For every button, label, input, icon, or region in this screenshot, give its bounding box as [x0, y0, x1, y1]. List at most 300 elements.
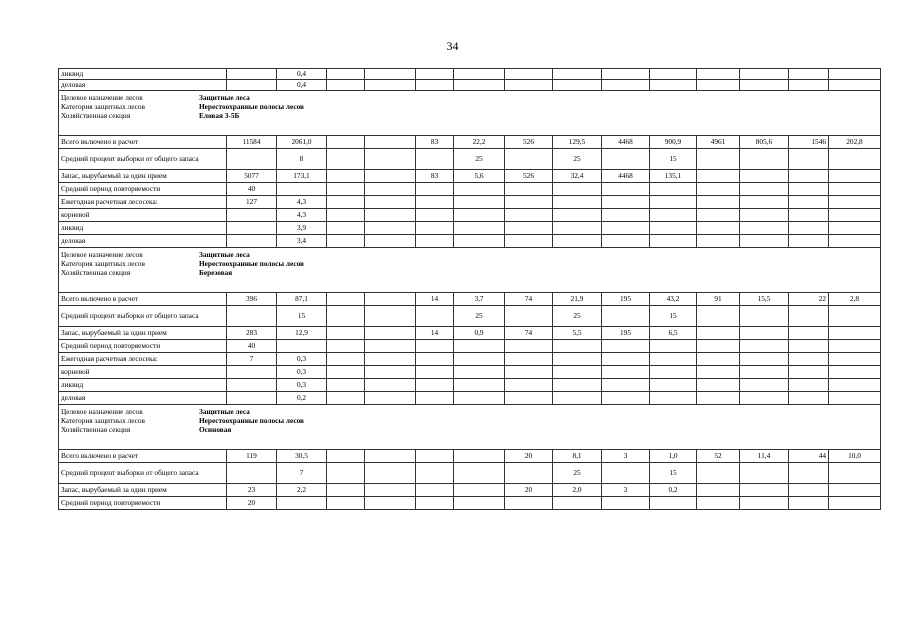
section-line-key: Категория защитных лесов [61, 416, 145, 425]
table-cell [365, 327, 416, 340]
table-cell: 22,2 [454, 136, 505, 149]
table-cell [327, 366, 365, 379]
table-cell: 12,9 [277, 327, 327, 340]
section-header-row [59, 405, 881, 450]
table-cell: 3,9 [277, 222, 327, 235]
table-cell: 5077 [227, 170, 277, 183]
row-label: ликвид [59, 69, 227, 80]
table-cell [416, 235, 454, 248]
section-line-value: Нерестоохранные полосы лесов [199, 259, 304, 268]
table-cell [505, 392, 553, 405]
row-label: Запас, вырубаемый за один прием [59, 327, 227, 340]
table-cell [327, 69, 365, 80]
row-label: Средний процент выборки от общего запаса [59, 306, 227, 327]
table-cell [454, 366, 505, 379]
table-cell [829, 80, 881, 91]
table-cell [789, 327, 829, 340]
table-cell: 526 [505, 136, 553, 149]
table-cell: 15 [650, 463, 697, 484]
table-cell [327, 149, 365, 170]
table-cell [505, 80, 553, 91]
table-cell [789, 196, 829, 209]
table-cell [416, 306, 454, 327]
table-cell [227, 235, 277, 248]
row-label: корневой [59, 209, 227, 222]
table-cell [416, 392, 454, 405]
table-cell [740, 222, 789, 235]
table-cell: 0,3 [277, 379, 327, 392]
table-cell [505, 306, 553, 327]
table-cell: 15 [650, 306, 697, 327]
table-cell [650, 209, 697, 222]
row-label: Всего включено в расчет [59, 450, 227, 463]
table-cell [553, 196, 602, 209]
table-cell [602, 80, 650, 91]
table-cell [327, 80, 365, 91]
table-cell: 5,6 [454, 170, 505, 183]
table-cell [327, 222, 365, 235]
row-label: ликвид [59, 379, 227, 392]
table-row [59, 69, 881, 80]
table-cell [365, 463, 416, 484]
table-cell [454, 80, 505, 91]
table-cell [454, 450, 505, 463]
table-cell: 202,8 [829, 136, 881, 149]
section-line [61, 416, 878, 425]
table-cell [697, 306, 740, 327]
table-cell: 173,1 [277, 170, 327, 183]
table-cell: 87,1 [277, 293, 327, 306]
table-cell [697, 366, 740, 379]
table-cell [829, 340, 881, 353]
table-cell: 22 [789, 293, 829, 306]
table-cell [602, 340, 650, 353]
table-cell [227, 80, 277, 91]
table-cell [829, 69, 881, 80]
table-cell [365, 353, 416, 366]
section-line-key: Целевое назначение лесов [61, 407, 143, 416]
table-cell [365, 170, 416, 183]
table-cell [829, 209, 881, 222]
table-cell [740, 306, 789, 327]
table-cell [650, 379, 697, 392]
table-cell [365, 69, 416, 80]
table-cell [829, 235, 881, 248]
table-cell [740, 196, 789, 209]
table-cell [227, 209, 277, 222]
table-cell [697, 196, 740, 209]
table-cell [327, 392, 365, 405]
table-cell [789, 209, 829, 222]
row-label: Запас, вырубаемый за один прием [59, 484, 227, 497]
section-header-row [59, 91, 881, 136]
table-cell: 2,8 [829, 293, 881, 306]
table-cell [365, 497, 416, 510]
section-header-row [59, 248, 881, 293]
row-label: деловая [59, 80, 227, 91]
table-cell [602, 69, 650, 80]
table-cell [789, 306, 829, 327]
table-cell: 25 [553, 463, 602, 484]
table-cell [602, 222, 650, 235]
table-cell [697, 209, 740, 222]
table-cell [327, 450, 365, 463]
table-cell: 10,0 [829, 450, 881, 463]
table-cell: 3 [602, 450, 650, 463]
table-row [59, 366, 881, 379]
table-row [59, 196, 881, 209]
page-number: 34 [446, 39, 459, 53]
table-row [59, 450, 881, 463]
allowable-cut-table [58, 68, 881, 510]
table-cell: 6,5 [650, 327, 697, 340]
table-cell [829, 183, 881, 196]
table-cell: 2,2 [277, 484, 327, 497]
table-cell: 3,7 [454, 293, 505, 306]
table-cell [505, 196, 553, 209]
table-cell: 5,5 [553, 327, 602, 340]
table-cell [553, 80, 602, 91]
table-cell [553, 235, 602, 248]
table-cell [227, 149, 277, 170]
table-cell [553, 222, 602, 235]
table-cell [650, 183, 697, 196]
table-cell [829, 379, 881, 392]
table-cell [327, 136, 365, 149]
table-cell [697, 170, 740, 183]
table-cell [697, 353, 740, 366]
table-cell [416, 80, 454, 91]
table-cell [327, 170, 365, 183]
table-cell [327, 196, 365, 209]
table-cell [327, 235, 365, 248]
table-cell [416, 149, 454, 170]
table-cell: 21,9 [553, 293, 602, 306]
table-cell [740, 340, 789, 353]
table-cell [365, 196, 416, 209]
table-cell [740, 484, 789, 497]
table-cell: 195 [602, 293, 650, 306]
section-line-key: Категория защитных лесов [61, 259, 145, 268]
table-cell [829, 463, 881, 484]
table-cell: 52 [697, 450, 740, 463]
table-cell [416, 353, 454, 366]
row-label: Запас, вырубаемый за один прием [59, 170, 227, 183]
table-cell: 74 [505, 327, 553, 340]
table-cell [650, 392, 697, 405]
table-cell [505, 209, 553, 222]
table-cell: 20 [227, 497, 277, 510]
table-cell [327, 379, 365, 392]
table-cell [697, 327, 740, 340]
section-line-key: Целевое назначение лесов [61, 93, 143, 102]
table-cell [553, 353, 602, 366]
table-cell: 25 [454, 306, 505, 327]
row-label: деловая [59, 392, 227, 405]
table-cell [602, 196, 650, 209]
table-cell [650, 69, 697, 80]
table-cell [454, 484, 505, 497]
table-cell [416, 463, 454, 484]
table-cell [553, 379, 602, 392]
table-cell: 25 [553, 306, 602, 327]
table-cell [277, 340, 327, 353]
table-cell [829, 149, 881, 170]
section-line-key: Целевое назначение лесов [61, 250, 143, 259]
table-cell [454, 340, 505, 353]
table-cell: 8 [277, 149, 327, 170]
table-cell [650, 196, 697, 209]
row-label: Средний период повторяемости [59, 340, 227, 353]
table-cell: 127 [227, 196, 277, 209]
table-row [59, 183, 881, 196]
table-cell: 74 [505, 293, 553, 306]
table-cell [789, 353, 829, 366]
table-cell [416, 69, 454, 80]
table-cell: 83 [416, 136, 454, 149]
table-cell: 25 [553, 149, 602, 170]
table-cell [454, 222, 505, 235]
table-cell [740, 80, 789, 91]
table-cell [505, 69, 553, 80]
section-line-value: Защитные леса [199, 407, 250, 416]
table-row [59, 80, 881, 91]
table-cell [789, 392, 829, 405]
section-line-value: Нерестоохранные полосы лесов [199, 416, 304, 425]
table-cell [740, 327, 789, 340]
table-row [59, 379, 881, 392]
table-cell [829, 484, 881, 497]
table-cell [505, 235, 553, 248]
table-cell [829, 196, 881, 209]
table-cell [454, 196, 505, 209]
row-label: ликвид [59, 222, 227, 235]
section-line-key: Категория защитных лесов [61, 102, 145, 111]
table-cell [454, 69, 505, 80]
table-cell [327, 306, 365, 327]
table-cell [416, 196, 454, 209]
table-cell [602, 209, 650, 222]
table-cell [650, 222, 697, 235]
table-cell [505, 379, 553, 392]
section-line [61, 102, 878, 111]
table-cell [505, 497, 553, 510]
table-cell [416, 379, 454, 392]
table-cell: 2061,0 [277, 136, 327, 149]
table-cell [602, 379, 650, 392]
table-cell: 1546 [789, 136, 829, 149]
table-cell [697, 463, 740, 484]
table-cell [829, 497, 881, 510]
table-row [59, 392, 881, 405]
table-cell [365, 149, 416, 170]
table-cell [740, 209, 789, 222]
table-cell: 129,5 [553, 136, 602, 149]
table-cell [740, 235, 789, 248]
table-cell [454, 497, 505, 510]
table-cell: 135,1 [650, 170, 697, 183]
table-cell [327, 353, 365, 366]
table-cell [416, 450, 454, 463]
table-cell [416, 183, 454, 196]
table-cell: 4,3 [277, 209, 327, 222]
table-cell [740, 379, 789, 392]
table-cell [829, 353, 881, 366]
table-cell [365, 80, 416, 91]
row-label: Всего включено в расчет [59, 293, 227, 306]
row-label: Всего включено в расчет [59, 136, 227, 149]
table-cell [829, 222, 881, 235]
table-cell: 0,3 [277, 353, 327, 366]
table-cell: 7 [277, 463, 327, 484]
table-cell [505, 366, 553, 379]
table-cell: 0,4 [277, 69, 327, 80]
table-cell [740, 353, 789, 366]
table-cell: 11584 [227, 136, 277, 149]
table-cell [740, 149, 789, 170]
table-cell: 900,9 [650, 136, 697, 149]
table-cell [789, 463, 829, 484]
table-cell [505, 222, 553, 235]
table-cell [505, 353, 553, 366]
table-cell: 32,4 [553, 170, 602, 183]
section-line [61, 250, 878, 259]
table-cell [365, 136, 416, 149]
table-cell [365, 340, 416, 353]
table-cell: 44 [789, 450, 829, 463]
table-cell [365, 392, 416, 405]
row-label: Средний процент выборки от общего запаса [59, 463, 227, 484]
section-line-value: Березовая [199, 268, 233, 277]
table-row [59, 327, 881, 340]
table-cell [789, 340, 829, 353]
table-cell [650, 80, 697, 91]
table-cell: 3 [602, 484, 650, 497]
table-cell [454, 235, 505, 248]
table-cell: 805,6 [740, 136, 789, 149]
table-cell [454, 183, 505, 196]
table-cell [365, 222, 416, 235]
section-header [59, 91, 881, 136]
table-row [59, 353, 881, 366]
table-cell [789, 149, 829, 170]
table-cell [697, 379, 740, 392]
table-cell [327, 209, 365, 222]
table-cell: 7 [227, 353, 277, 366]
table-cell [505, 183, 553, 196]
table-cell: 15,5 [740, 293, 789, 306]
table-cell: 14 [416, 327, 454, 340]
table-cell [365, 306, 416, 327]
table-row [59, 149, 881, 170]
table-cell [227, 379, 277, 392]
table-cell [697, 149, 740, 170]
table-cell [505, 340, 553, 353]
table-cell [227, 392, 277, 405]
table-cell: 0,9 [454, 327, 505, 340]
table-cell [697, 497, 740, 510]
table-cell [416, 222, 454, 235]
section-line [61, 93, 878, 102]
table-cell [365, 450, 416, 463]
table-cell: 4,3 [277, 196, 327, 209]
table-cell [697, 222, 740, 235]
section-line [61, 425, 878, 434]
table-row [59, 293, 881, 306]
table-row [59, 484, 881, 497]
table-cell [789, 484, 829, 497]
table-cell: 23 [227, 484, 277, 497]
table-cell [553, 209, 602, 222]
table-cell: 526 [505, 170, 553, 183]
table-cell [416, 366, 454, 379]
table-cell [327, 183, 365, 196]
table-cell [789, 366, 829, 379]
section-header [59, 405, 881, 450]
table-cell [277, 183, 327, 196]
table-cell [789, 222, 829, 235]
table-cell: 0,3 [277, 366, 327, 379]
table-cell [740, 170, 789, 183]
table-cell: 4961 [697, 136, 740, 149]
table-cell [789, 497, 829, 510]
table-cell [602, 306, 650, 327]
section-line-key: Хозяйственная секция [61, 425, 131, 434]
table-cell [602, 183, 650, 196]
table-cell [327, 497, 365, 510]
table-cell [740, 463, 789, 484]
table-cell [697, 484, 740, 497]
table-cell: 91 [697, 293, 740, 306]
table-cell [553, 340, 602, 353]
row-label: корневой [59, 366, 227, 379]
table-cell [365, 366, 416, 379]
table-cell [553, 366, 602, 379]
row-label: Ежегодная расчетная лесосека: [59, 196, 227, 209]
table-cell: 0,4 [277, 80, 327, 91]
table-row [59, 497, 881, 510]
section-line [61, 268, 878, 277]
section-line [61, 259, 878, 268]
table-cell: 3,4 [277, 235, 327, 248]
table-cell [327, 327, 365, 340]
table-cell: 15 [650, 149, 697, 170]
table-cell: 2,0 [553, 484, 602, 497]
table-cell: 15 [277, 306, 327, 327]
table-cell [602, 463, 650, 484]
table-cell [327, 463, 365, 484]
table-cell [227, 463, 277, 484]
table-cell [416, 497, 454, 510]
table-cell: 4468 [602, 170, 650, 183]
row-label: деловая [59, 235, 227, 248]
table-cell [602, 353, 650, 366]
table-row [59, 222, 881, 235]
table-cell [740, 69, 789, 80]
table-cell [416, 340, 454, 353]
table-cell [553, 497, 602, 510]
table-cell [740, 392, 789, 405]
table-cell [602, 497, 650, 510]
table-cell [454, 392, 505, 405]
table-cell: 43,2 [650, 293, 697, 306]
section-line [61, 407, 878, 416]
table-cell: 119 [227, 450, 277, 463]
table-cell [650, 366, 697, 379]
table-cell [829, 170, 881, 183]
table-cell [327, 293, 365, 306]
section-line-value: Нерестоохранные полосы лесов [199, 102, 304, 111]
